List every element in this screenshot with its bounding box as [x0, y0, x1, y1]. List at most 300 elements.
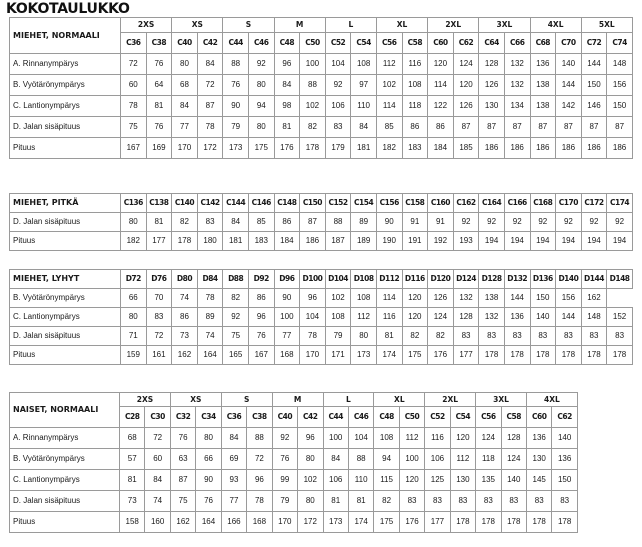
- measurement-value: 185: [453, 138, 479, 159]
- measurement-value: 132: [453, 289, 479, 308]
- section-label: MIEHET, NORMAALI: [10, 18, 121, 54]
- measurement-value: 86: [172, 308, 198, 327]
- measurement-value: 126: [453, 96, 479, 117]
- size-code: C138: [146, 194, 172, 213]
- size-group-label: XL: [376, 18, 427, 33]
- table-row: [10, 327, 633, 346]
- measurement-value: 90: [274, 289, 300, 308]
- measurement-value: 102: [325, 289, 351, 308]
- measurement-value: 87: [530, 117, 556, 138]
- measurement-value: 130: [479, 96, 505, 117]
- size-group-label: 2XS: [121, 18, 172, 33]
- measurement-value: 178: [504, 346, 530, 365]
- size-group-label: 5XL: [581, 18, 632, 33]
- measurement-value: 130: [450, 470, 475, 491]
- measurement-value: 118: [402, 96, 428, 117]
- size-code: C60: [527, 407, 552, 428]
- size-code: C28: [120, 407, 145, 428]
- measurement-value: 96: [298, 428, 323, 449]
- size-code: C174: [607, 194, 633, 213]
- size-code: C58: [501, 407, 526, 428]
- measurement-name: Pituus: [10, 138, 121, 159]
- size-code: C154: [351, 194, 377, 213]
- size-code: C152: [325, 194, 351, 213]
- measurement-value: 76: [272, 449, 297, 470]
- measurement-value: 144: [556, 75, 582, 96]
- measurement-value: 76: [146, 117, 172, 138]
- measurement-value: 92: [607, 213, 633, 232]
- measurement-value: 161: [146, 346, 172, 365]
- measurement-value: 80: [121, 308, 147, 327]
- measurement-value: 160: [145, 512, 170, 533]
- measurement-value: 186: [300, 232, 326, 251]
- measurement-value: 94: [248, 96, 274, 117]
- measurement-value: 178: [476, 512, 501, 533]
- measurement-name: A. Rinnanympärys: [10, 54, 121, 75]
- measurement-value: 178: [607, 346, 633, 365]
- measurement-value: 194: [607, 232, 633, 251]
- measurement-value: 102: [298, 470, 323, 491]
- size-group-row: [10, 18, 633, 33]
- measurement-value: 78: [121, 96, 147, 117]
- measurement-value: 66: [121, 289, 147, 308]
- size-code: C148: [274, 194, 300, 213]
- measurement-value: 98: [274, 96, 300, 117]
- measurement-value: 82: [374, 491, 399, 512]
- measurement-value: 132: [504, 54, 530, 75]
- size-code: C160: [428, 194, 454, 213]
- measurement-value: 194: [504, 232, 530, 251]
- measurement-name: Pituus: [10, 232, 121, 251]
- measurement-value: 186: [479, 138, 505, 159]
- measurement-value: 87: [170, 470, 195, 491]
- measurement-value: 108: [325, 308, 351, 327]
- measurement-value: 130: [527, 449, 552, 470]
- size-code: C50: [300, 33, 326, 54]
- size-group-label: M: [272, 393, 323, 407]
- size-group-label: XS: [170, 393, 221, 407]
- measurement-value: 90: [223, 96, 249, 117]
- measurement-value: 120: [399, 470, 424, 491]
- measurement-value: 80: [172, 54, 198, 75]
- size-code-row: [10, 194, 633, 213]
- women-normal-table: [9, 392, 578, 533]
- measurement-value: 169: [146, 138, 172, 159]
- size-code: D116: [402, 270, 428, 289]
- measurement-value: 76: [196, 491, 221, 512]
- measurement-value: 170: [172, 138, 198, 159]
- measurement-value: 75: [121, 117, 147, 138]
- size-code: C142: [197, 194, 223, 213]
- measurement-value: 150: [607, 96, 633, 117]
- size-code: C60: [428, 33, 454, 54]
- measurement-value: 189: [351, 232, 377, 251]
- measurement-value: 179: [325, 138, 351, 159]
- measurement-value: 88: [348, 449, 373, 470]
- measurement-value: 178: [527, 512, 552, 533]
- men-tall-table: [9, 193, 633, 251]
- measurement-value: 178: [530, 346, 556, 365]
- measurement-value: 182: [121, 232, 147, 251]
- measurement-value: 80: [298, 491, 323, 512]
- measurement-value: 83: [197, 213, 223, 232]
- measurement-value: 99: [272, 470, 297, 491]
- size-code: D76: [146, 270, 172, 289]
- size-code: D108: [351, 270, 377, 289]
- measurement-value: 71: [121, 327, 147, 346]
- measurement-value: 93: [221, 470, 246, 491]
- size-code: C42: [298, 407, 323, 428]
- measurement-value: 134: [504, 96, 530, 117]
- size-code: C38: [146, 33, 172, 54]
- measurement-value: 156: [556, 289, 582, 308]
- measurement-value: 76: [248, 327, 274, 346]
- measurement-value: 112: [450, 449, 475, 470]
- measurement-value: 178: [556, 346, 582, 365]
- measurement-value: 88: [223, 54, 249, 75]
- measurement-value: 75: [223, 327, 249, 346]
- measurement-value: 83: [527, 491, 552, 512]
- measurement-value: 100: [323, 428, 348, 449]
- measurement-value: 186: [504, 138, 530, 159]
- table-row: [10, 346, 633, 365]
- measurement-value: 83: [399, 491, 424, 512]
- measurement-value: 126: [428, 289, 454, 308]
- measurement-value: 138: [479, 289, 505, 308]
- size-code: C172: [581, 194, 607, 213]
- measurement-value: 72: [247, 449, 272, 470]
- measurement-value: 184: [274, 232, 300, 251]
- measurement-value: 84: [172, 96, 198, 117]
- measurement-value: 68: [120, 428, 145, 449]
- measurement-value: 120: [450, 428, 475, 449]
- size-code: C62: [453, 33, 479, 54]
- measurement-value: 173: [351, 346, 377, 365]
- measurement-value: 68: [172, 75, 198, 96]
- size-code: D112: [376, 270, 402, 289]
- measurement-value: 144: [556, 308, 582, 327]
- measurement-name: B. Vyötärönympärys: [10, 75, 121, 96]
- measurement-value: 181: [351, 138, 377, 159]
- size-code: C140: [172, 194, 198, 213]
- measurement-value: 79: [272, 491, 297, 512]
- size-code: C40: [272, 407, 297, 428]
- measurement-name: Pituus: [10, 346, 121, 365]
- size-code: D132: [504, 270, 530, 289]
- size-code: C168: [530, 194, 556, 213]
- measurement-value: 118: [476, 449, 501, 470]
- table-row: [10, 232, 633, 251]
- measurement-value: 82: [300, 117, 326, 138]
- measurement-value: 72: [121, 54, 147, 75]
- measurement-value: 184: [428, 138, 454, 159]
- measurement-name: B. Vyötärönympärys: [10, 449, 120, 470]
- measurement-name: D. Jalan sisäpituus: [10, 327, 121, 346]
- measurement-value: 82: [223, 289, 249, 308]
- size-code: C48: [374, 407, 399, 428]
- size-code: C56: [476, 407, 501, 428]
- measurement-value: 83: [146, 308, 172, 327]
- size-code: C54: [450, 407, 475, 428]
- measurement-value: 81: [120, 470, 145, 491]
- size-code: C156: [376, 194, 402, 213]
- measurement-value: 173: [223, 138, 249, 159]
- measurement-value: 178: [501, 512, 526, 533]
- measurement-value: 120: [402, 289, 428, 308]
- measurement-value: 64: [146, 75, 172, 96]
- measurement-name: C. Lantionympärys: [10, 470, 120, 491]
- measurement-value: 106: [325, 96, 351, 117]
- measurement-value: 136: [530, 54, 556, 75]
- size-group-label: M: [274, 18, 325, 33]
- measurement-value: 74: [145, 491, 170, 512]
- measurement-value: 92: [530, 213, 556, 232]
- measurement-value: 72: [197, 75, 223, 96]
- size-code: D140: [556, 270, 582, 289]
- measurement-value: 183: [402, 138, 428, 159]
- measurement-value: 80: [298, 449, 323, 470]
- measurement-value: 174: [348, 512, 373, 533]
- measurement-value: 90: [196, 470, 221, 491]
- measurement-value: 87: [556, 117, 582, 138]
- measurement-value: 148: [581, 308, 607, 327]
- measurement-value: 83: [425, 491, 450, 512]
- measurement-value: 60: [145, 449, 170, 470]
- measurement-value: 172: [197, 138, 223, 159]
- measurement-value: 122: [428, 96, 454, 117]
- measurement-value: 178: [450, 512, 475, 533]
- measurement-value: 100: [399, 449, 424, 470]
- measurement-value: 178: [172, 232, 198, 251]
- measurement-value: 72: [146, 327, 172, 346]
- measurement-value: 91: [428, 213, 454, 232]
- measurement-value: 186: [581, 138, 607, 159]
- measurement-value: 78: [197, 289, 223, 308]
- measurement-value: 57: [120, 449, 145, 470]
- measurement-value: 77: [274, 327, 300, 346]
- measurement-value: 168: [247, 512, 272, 533]
- measurement-value: 162: [172, 346, 198, 365]
- table-row: [10, 96, 633, 117]
- size-code: C72: [581, 33, 607, 54]
- measurement-value: 120: [453, 75, 479, 96]
- size-group-label: 3XL: [476, 393, 527, 407]
- measurement-value: 88: [247, 428, 272, 449]
- size-code: C44: [323, 407, 348, 428]
- measurement-value: 136: [527, 428, 552, 449]
- size-group-label: L: [325, 18, 376, 33]
- measurement-value: 81: [323, 491, 348, 512]
- measurement-value: 181: [223, 232, 249, 251]
- measurement-value: 167: [121, 138, 147, 159]
- measurement-value: 69: [221, 449, 246, 470]
- measurement-value: 110: [348, 470, 373, 491]
- measurement-value: 142: [556, 96, 582, 117]
- measurement-value: 178: [552, 512, 577, 533]
- measurement-value: 194: [479, 232, 505, 251]
- measurement-value: 92: [504, 213, 530, 232]
- measurement-value: 140: [530, 308, 556, 327]
- size-group-label: L: [323, 393, 374, 407]
- measurement-name: D. Jalan sisäpituus: [10, 117, 121, 138]
- measurement-value: 159: [121, 346, 147, 365]
- measurement-value: 84: [221, 428, 246, 449]
- measurement-value: 124: [501, 449, 526, 470]
- measurement-value: 97: [351, 75, 377, 96]
- size-code: D72: [121, 270, 147, 289]
- measurement-value: 120: [428, 54, 454, 75]
- measurement-value: 76: [170, 428, 195, 449]
- size-group-label: XL: [374, 393, 425, 407]
- measurement-value: 108: [351, 54, 377, 75]
- measurement-value: 96: [248, 308, 274, 327]
- measurement-value: 81: [146, 96, 172, 117]
- size-group-label: 2XS: [120, 393, 171, 407]
- measurement-value: 112: [376, 54, 402, 75]
- measurement-value: 132: [504, 75, 530, 96]
- measurement-value: 88: [300, 75, 326, 96]
- size-code: C170: [556, 194, 582, 213]
- measurement-name: C. Lantionympärys: [10, 308, 121, 327]
- measurement-value: 100: [274, 308, 300, 327]
- measurement-value: 100: [300, 54, 326, 75]
- size-code: C136: [121, 194, 147, 213]
- measurement-value: 60: [121, 75, 147, 96]
- measurement-value: 192: [428, 232, 454, 251]
- size-code: C64: [479, 33, 505, 54]
- measurement-name: D. Jalan sisäpituus: [10, 491, 120, 512]
- measurement-value: 79: [223, 117, 249, 138]
- measurement-value: 150: [530, 289, 556, 308]
- measurement-value: 73: [120, 491, 145, 512]
- measurement-value: 176: [274, 138, 300, 159]
- measurement-value: 150: [552, 470, 577, 491]
- measurement-value: 92: [453, 213, 479, 232]
- size-group-label: S: [221, 393, 272, 407]
- measurement-value: 76: [223, 75, 249, 96]
- measurement-value: 136: [552, 449, 577, 470]
- measurement-value: 83: [501, 491, 526, 512]
- size-code: D96: [274, 270, 300, 289]
- measurement-value: 175: [248, 138, 274, 159]
- table-row: [10, 428, 578, 449]
- size-code: C74: [607, 33, 633, 54]
- table-row: [10, 308, 633, 327]
- measurement-value: 73: [172, 327, 198, 346]
- table-row: [10, 54, 633, 75]
- measurement-value: 104: [300, 308, 326, 327]
- size-code: D136: [530, 270, 556, 289]
- size-code: D84: [197, 270, 223, 289]
- size-code: D80: [172, 270, 198, 289]
- measurement-value: 171: [325, 346, 351, 365]
- measurement-value: 190: [376, 232, 402, 251]
- measurement-value: 114: [428, 75, 454, 96]
- size-code: C166: [504, 194, 530, 213]
- measurement-value: 156: [607, 75, 633, 96]
- measurement-value: 194: [556, 232, 582, 251]
- measurement-value: 83: [479, 327, 505, 346]
- measurement-value: 89: [351, 213, 377, 232]
- measurement-value: 92: [248, 54, 274, 75]
- measurement-value: 128: [479, 54, 505, 75]
- section-label: NAISET, NORMAALI: [10, 393, 120, 428]
- measurement-value: 128: [501, 428, 526, 449]
- measurement-value: 112: [399, 428, 424, 449]
- measurement-value: 120: [402, 308, 428, 327]
- size-code: C34: [196, 407, 221, 428]
- size-code: D144: [581, 270, 607, 289]
- measurement-value: 176: [399, 512, 424, 533]
- measurement-value: 83: [476, 491, 501, 512]
- size-code: C70: [556, 33, 582, 54]
- measurement-value: 162: [170, 512, 195, 533]
- measurement-value: 80: [196, 428, 221, 449]
- size-code: C46: [348, 407, 373, 428]
- size-code: D92: [248, 270, 274, 289]
- measurement-value: 115: [374, 470, 399, 491]
- measurement-value: 80: [248, 117, 274, 138]
- measurement-value: 80: [121, 213, 147, 232]
- measurement-value: 165: [223, 346, 249, 365]
- measurement-value: 88: [325, 213, 351, 232]
- measurement-value: 191: [402, 232, 428, 251]
- size-code: C38: [247, 407, 272, 428]
- measurement-value: 180: [197, 232, 223, 251]
- measurement-value: 81: [348, 491, 373, 512]
- size-code: D148: [607, 270, 633, 289]
- measurement-value: 86: [428, 117, 454, 138]
- size-code: D128: [479, 270, 505, 289]
- measurement-value: 183: [248, 232, 274, 251]
- measurement-value: 77: [221, 491, 246, 512]
- measurement-value: 114: [376, 289, 402, 308]
- measurement-value: 92: [479, 213, 505, 232]
- measurement-value: 112: [351, 308, 377, 327]
- measurement-value: 94: [374, 449, 399, 470]
- size-code: C32: [170, 407, 195, 428]
- measurement-value: 146: [581, 96, 607, 117]
- measurement-value: 81: [376, 327, 402, 346]
- measurement-value: 78: [197, 117, 223, 138]
- measurement-value: 186: [530, 138, 556, 159]
- size-group-label: 4XL: [527, 393, 578, 407]
- size-group-label: S: [223, 18, 274, 33]
- measurement-value: 83: [581, 327, 607, 346]
- size-code: D120: [428, 270, 454, 289]
- table-row: [10, 512, 578, 533]
- measurement-value: 87: [197, 96, 223, 117]
- measurement-value: 138: [530, 75, 556, 96]
- table-row: [10, 117, 633, 138]
- measurement-value: 158: [120, 512, 145, 533]
- measurement-value: 74: [197, 327, 223, 346]
- table-row: [10, 449, 578, 470]
- measurement-value: 66: [196, 449, 221, 470]
- measurement-value: 80: [351, 327, 377, 346]
- measurement-value: 84: [145, 470, 170, 491]
- measurement-value: 124: [453, 54, 479, 75]
- measurement-value: 78: [300, 327, 326, 346]
- measurement-value: 172: [298, 512, 323, 533]
- measurement-value: 108: [374, 428, 399, 449]
- table-row: [10, 289, 633, 308]
- measurement-value: 125: [425, 470, 450, 491]
- measurement-value: 92: [556, 213, 582, 232]
- measurement-value: 96: [247, 470, 272, 491]
- measurement-value: 132: [479, 308, 505, 327]
- measurement-value: 84: [197, 54, 223, 75]
